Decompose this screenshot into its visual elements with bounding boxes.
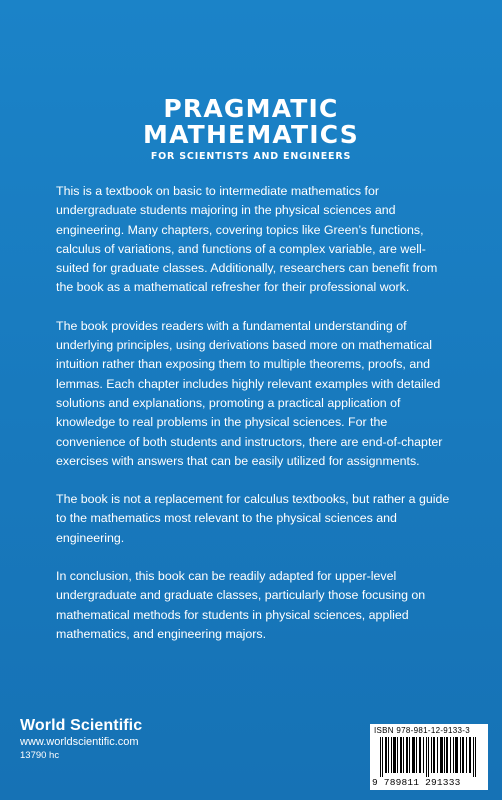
description-paragraph-1: This is a textbook on basic to intermediate mathematics for undergraduate students majoring in the physical sciences and engineering. Many chapters, covering topics like Green’s functions, calculus of variations, and functions of a complex variable, are well-suited for graduate classes. Additionally, researchers can benefit from the book as a mathematical refresher for their professional work. (56, 184, 438, 295)
title-line-2: MATHEMATICS (143, 120, 359, 149)
book-title (0, 96, 502, 162)
title-line-1: PRAGMATIC (163, 94, 339, 123)
book-description (56, 182, 454, 663)
publisher-block (20, 716, 280, 763)
publisher-url: www.worldscientific.com (20, 736, 139, 748)
book-subtitle: FOR SCIENTISTS AND ENGINEERS (150, 151, 352, 162)
description-paragraph-2: The book provides readers with a fundamental understanding of underlying principles, using derivations based more on mathematical intuition rather than exposing them to multiple theorems, proofs, and lemmas. Each chapter includes highly relevant examples with detailed solutions and explanations, promoting a practical application of knowledge to real problems in the physical sciences. For the convenience of both students and instructors, there are end-of-chapter exercises with answers that can be easily utilized for assignments. (56, 318, 443, 468)
barcode-bars (380, 737, 480, 777)
publisher-name: World Scientific (20, 717, 143, 734)
barcode-digits: 9 789811 291333 (372, 777, 461, 788)
isbn-barcode (370, 724, 488, 790)
isbn-label: ISBN 978-981-12-9133-3 (374, 726, 470, 735)
product-code: 13790 hc (20, 750, 60, 761)
description-paragraph-3: The book is not a replacement for calculus textbooks, but rather a guide to the mathematics most relevant to the physical sciences and engineering. (56, 492, 450, 545)
description-paragraph-4: In conclusion, this book can be readily adapted for upper-level undergraduate and graduate classes, particularly those focusing on mathematical methods for students in physical sciences, applied mathematics, and engineering majors. (56, 569, 426, 641)
